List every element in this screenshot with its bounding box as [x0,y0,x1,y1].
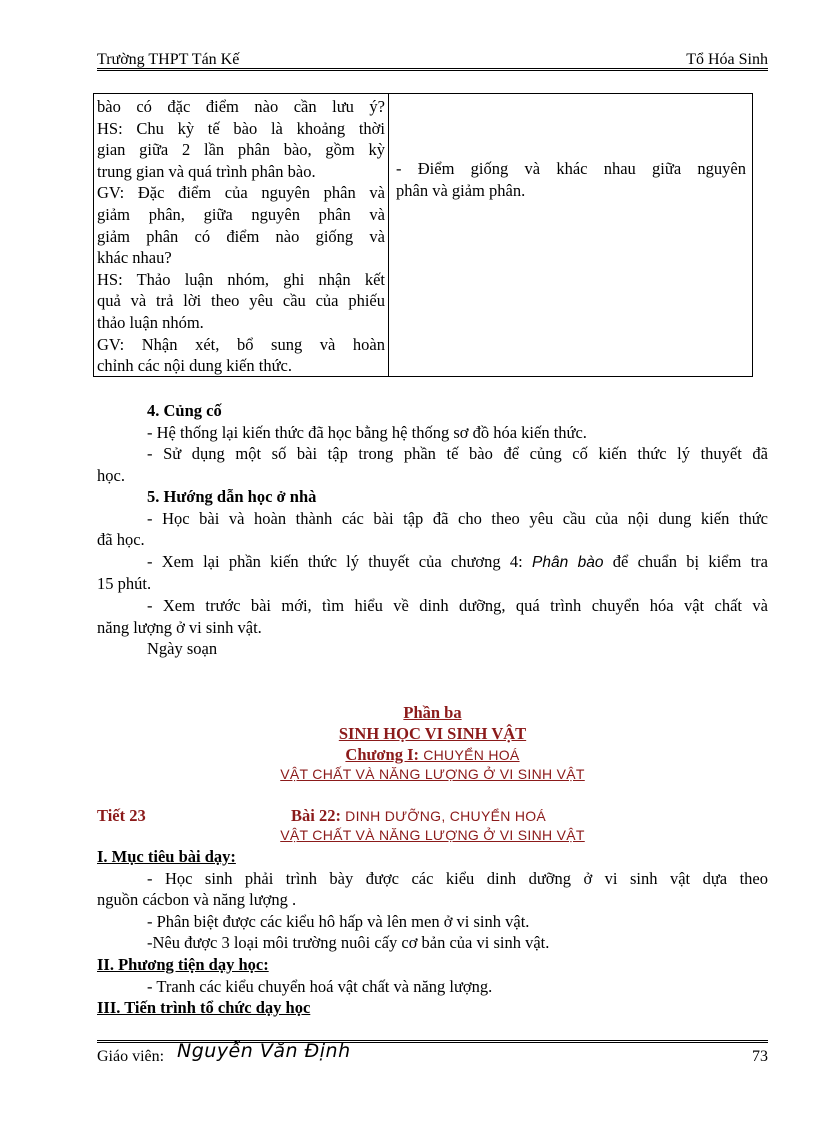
consolidation-item-cont: học. [97,465,125,485]
header-rule [97,68,768,71]
table-left-line: HS: Thảo luận nhóm, ghi nhận kết [97,269,385,289]
lesson-heading [97,805,768,827]
homework-item: - Học bài và hoàn thành các bài tập đã cho theo yêu cầu của nội dung kiến thức [147,508,768,528]
chapter-reference: Phân bào [532,553,604,571]
materials-item: - Tranh các kiểu chuyển hoá vật chất và năng lượng. [147,976,493,996]
objective-item: - Học sinh phải trình bày được các kiểu dinh dưỡng ở vi sinh vật dựa theo [147,868,768,888]
homework-item-text: - Xem lại phần kiến thức lý thuyết của chương 4: [147,551,533,571]
period-label: Tiết 23 [97,806,146,825]
table-left-cell [97,96,385,377]
school-name: Trường THPT Tán Kế [97,51,240,68]
homework-item: - Xem trước bài mới, tìm hiểu về dinh dưỡng, quá trình chuyển hóa vật chất và [147,595,768,615]
table-left-line: GV: Đặc điểm của nguyên phân và [97,183,385,203]
objective-item: - Phân biệt được các kiểu hô hấp và lên men ở vi sinh vật. [147,911,530,931]
chapter-title: CHUYỂN HOÁ [419,747,520,763]
lesson-title-text: DINH DƯỠNG, CHUYỂN HOÁ [340,808,547,824]
page-footer [97,1040,768,1071]
page-header [97,46,768,68]
chapter-title-line2: VẬT CHẤT VÀ NĂNG LƯỢNG Ở VI SINH VẬT [280,766,585,782]
materials-section [97,954,768,997]
homework-section [97,486,768,660]
procedure-heading: III. Tiến trình tổ chức dạy học [97,998,311,1017]
consolidation-item: - Hệ thống lại kiến thức đã học bằng hệ thống sơ đồ hóa kiến thức. [147,422,587,442]
teacher-label: Giáo viên: [97,1048,165,1065]
table-column-divider [388,94,389,376]
consolidation-section [97,400,768,486]
department-name: Tổ Hóa Sinh [686,51,768,68]
consolidation-heading: 4. Củng cố [147,401,222,420]
table-left-line: giảm phân, giữa nguyên phân và [97,204,385,224]
table-right-line: - Điểm giống và khác nhau giữa nguyên [396,159,746,178]
homework-heading: 5. Hướng dẫn học ở nhà [147,487,317,506]
chapter-label: Chương I: [345,745,420,764]
table-left-line: khác nhau? [97,248,172,268]
homework-item-cont: năng lượng ở vi sinh vật. [97,617,262,637]
table-left-line: HS: Chu kỳ tế bào là khoảng thời [97,118,385,138]
table-left-line: chỉnh các nội dung kiến thức. [97,356,292,376]
document-page [97,0,768,1123]
table-left-line: giảm phân có điểm nào giống và [97,226,385,246]
part-subtitle: SINH HỌC VI SINH VẬT [338,724,527,743]
table-left-line: gian giữa 2 lần phân bào, gồm kỳ [97,140,385,160]
objectives-section [97,846,768,954]
table-left-line: bào có đặc điểm nào cần lưu ý? [97,97,385,116]
homework-item-cont: đã học. [97,530,145,550]
homework-item-text: để chuẩn bị kiểm tra [603,551,768,571]
page-number: 73 [752,1048,768,1065]
objectives-heading: I. Mục tiêu bài dạy: [97,847,236,866]
lesson-table [93,93,753,377]
table-right-line: phân và giảm phân. [396,180,526,200]
date-label: Ngày soạn [147,639,218,659]
table-left-line: GV: Nhận xét, bổ sung và hoàn [97,334,385,354]
table-left-line: quả và trả lời theo yêu cầu của phiếu [97,291,385,311]
table-left-line: thảo luận nhóm. [97,312,204,332]
homework-item [97,551,768,574]
materials-heading: II. Phương tiện dạy học: [97,955,269,974]
lesson-label: Bài 22: [291,806,341,825]
consolidation-item: - Sử dụng một số bài tập trong phần tế bào để củng cố kiến thức lý thuyết đã [147,444,768,464]
objective-item-cont: nguồn cácbon và năng lượng . [97,890,297,910]
table-right-cell [396,158,746,201]
homework-item-cont: 15 phút. [97,574,152,594]
teacher-signature: Nguyễn Văn Định [177,1040,351,1062]
procedure-section [97,997,768,1019]
objective-item: -Nêu được 3 loại môi trường nuôi cấy cơ bản của vi sinh vật. [147,933,550,953]
table-left-line: trung gian và quá trình phân bào. [97,161,316,181]
part-title: Phần ba [403,703,462,722]
lesson-title-line2: VẬT CHẤT VÀ NĂNG LƯỢNG Ở VI SINH VẬT [280,827,585,843]
